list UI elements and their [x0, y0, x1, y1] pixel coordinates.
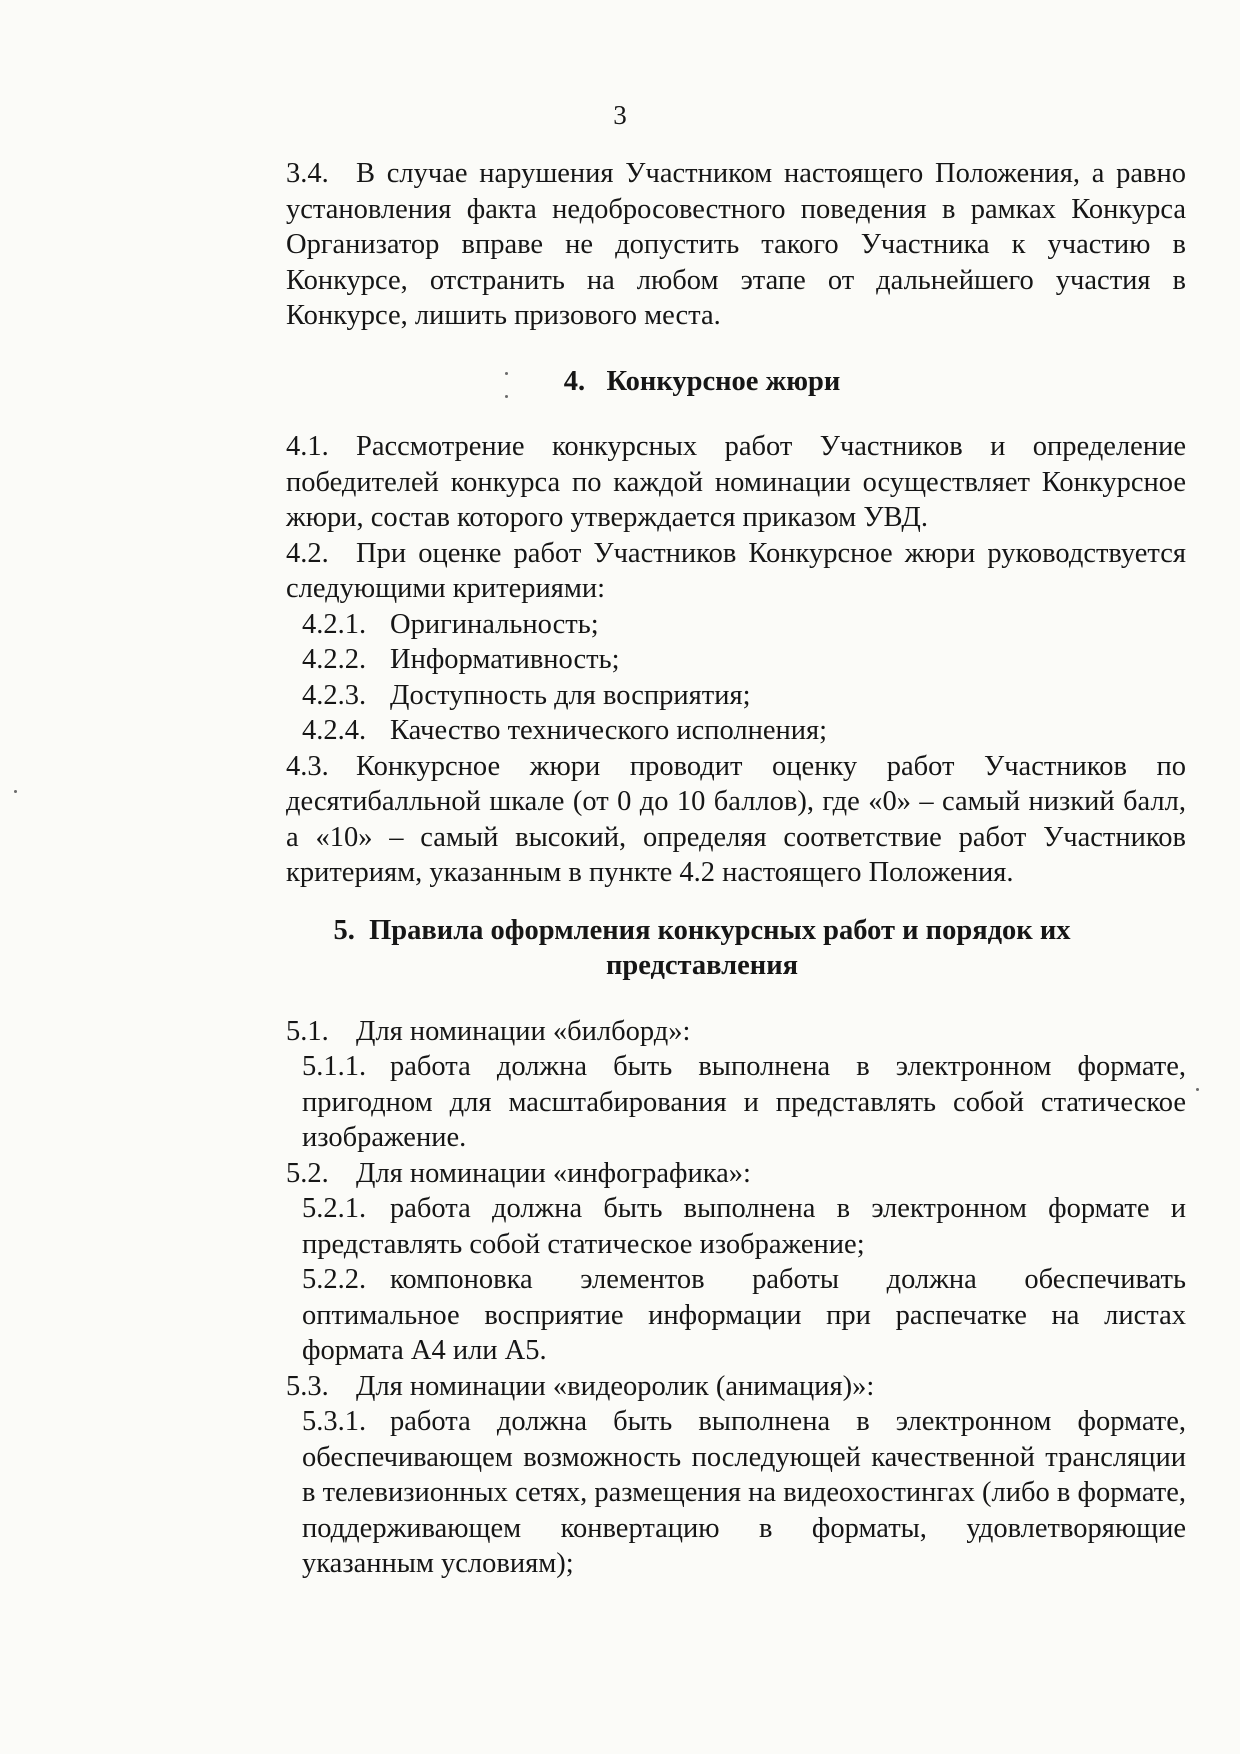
- section-number: 5.: [333, 914, 355, 946]
- clause-3-4: [286, 156, 1186, 334]
- clause-number: 5.3.1.: [302, 1406, 367, 1437]
- clause-5-1-1: [302, 1049, 1186, 1156]
- clause-text: Оригинальность;: [390, 608, 599, 640]
- clause-5-3-1: [302, 1404, 1186, 1582]
- clause-text: Информативность;: [390, 644, 620, 675]
- clause-text: При оценке работ Участников Конкурсное жюри руководствуется следующими критериями:: [286, 537, 1186, 604]
- clause-text: В случае нарушения Участником настоящего Положения, а равно установления факта недобросовестного поведения в рамках Конкурса Организатор вправе не допустить такого Участника к участию в Конкурсе, отстранить на любом этапе от дальнейшего участия в Конкурсе, лишить призового места.: [286, 158, 1186, 331]
- clause-number: 4.2.2.: [302, 644, 367, 675]
- clause-text: компоновка элементов работы должна обеспечивать оптимальное восприятие информации при распечатке на листах формата А4 или А5.: [302, 1264, 1186, 1366]
- section-title: Правила оформления конкурсных работ и порядок их представления: [369, 914, 1071, 981]
- clause-number: 4.3.: [286, 750, 329, 782]
- clause-number: 4.2.4.: [302, 715, 367, 746]
- clause-text: работа должна быть выполнена в электронном формате и представлять собой статическое изображение;: [302, 1193, 1186, 1260]
- clause-5-1: [286, 1014, 1186, 1050]
- section-number: 4.: [563, 365, 586, 397]
- clause-number: 4.1.: [286, 431, 329, 462]
- clause-text: работа должна быть выполнена в электронном формате, обеспечивающем возможность последующей качественной трансляции в телевизионных сетях, размещения на видеохостингах (либо в формате, поддерживающем конвертацию в форматы, удовлетворяющие указанным условиям);: [302, 1406, 1186, 1579]
- criterion-item: [302, 607, 1186, 643]
- clause-5-2-1: [302, 1191, 1186, 1262]
- clause-text: Конкурсное жюри проводит оценку работ Участников по десятибалльной шкале (от 0 до 10 баллов), где «0» – самый низкий балл, а «10» – самый высокий, определяя соответствие работ Участников критериям, указанным в пункте 4.2 настоящего Положения.: [286, 750, 1186, 888]
- criterion-item: [302, 642, 1186, 678]
- clause-number: 5.2.: [286, 1157, 329, 1189]
- clause-5-2-2: [302, 1262, 1186, 1369]
- clause-4-1: [286, 429, 1186, 536]
- clause-text: Для номинации «видеоролик (анимация)»:: [356, 1370, 875, 1402]
- scan-speck: [505, 395, 508, 398]
- clause-text: Качество технического исполнения;: [390, 715, 828, 746]
- section-4-heading: [218, 364, 1186, 400]
- page-number: 3: [613, 100, 627, 130]
- clause-4-2: [286, 536, 1186, 607]
- criterion-item: [302, 713, 1186, 749]
- clause-number: 4.2.3.: [302, 679, 367, 711]
- clause-5-3: [286, 1369, 1186, 1405]
- criterion-item: [302, 678, 1186, 714]
- clause-number: 5.1.: [286, 1015, 329, 1047]
- clause-number: 5.2.2.: [302, 1264, 367, 1295]
- clause-number: 4.2.1.: [302, 608, 367, 640]
- scan-speck: [14, 790, 17, 793]
- clause-number: 5.2.1.: [302, 1193, 367, 1224]
- clause-text: работа должна быть выполнена в электронном формате, пригодном для масштабирования и представлять собой статическое изображение.: [302, 1051, 1186, 1153]
- section-5-heading: [218, 913, 1186, 984]
- clause-number: 5.3.: [286, 1370, 329, 1402]
- scan-speck: [505, 372, 508, 375]
- clause-text: Доступность для восприятия;: [390, 679, 751, 711]
- clause-number: 3.4.: [286, 158, 329, 189]
- clause-text: Для номинации «инфографика»:: [356, 1157, 751, 1189]
- clause-number: 5.1.1.: [302, 1051, 367, 1082]
- clause-number: 4.2.: [286, 537, 329, 569]
- document-body: [218, 156, 1186, 1582]
- scan-speck: [1196, 1088, 1199, 1091]
- clause-text: Рассмотрение конкурсных работ Участников и определение победителей конкурса по каждой номинации осуществляет Конкурсное жюри, состав которого утверждается приказом УВД.: [286, 431, 1186, 533]
- clause-5-2: [286, 1156, 1186, 1192]
- clause-text: Для номинации «билборд»:: [356, 1015, 691, 1047]
- clause-4-3: [286, 749, 1186, 891]
- section-title: Конкурсное жюри: [606, 365, 841, 397]
